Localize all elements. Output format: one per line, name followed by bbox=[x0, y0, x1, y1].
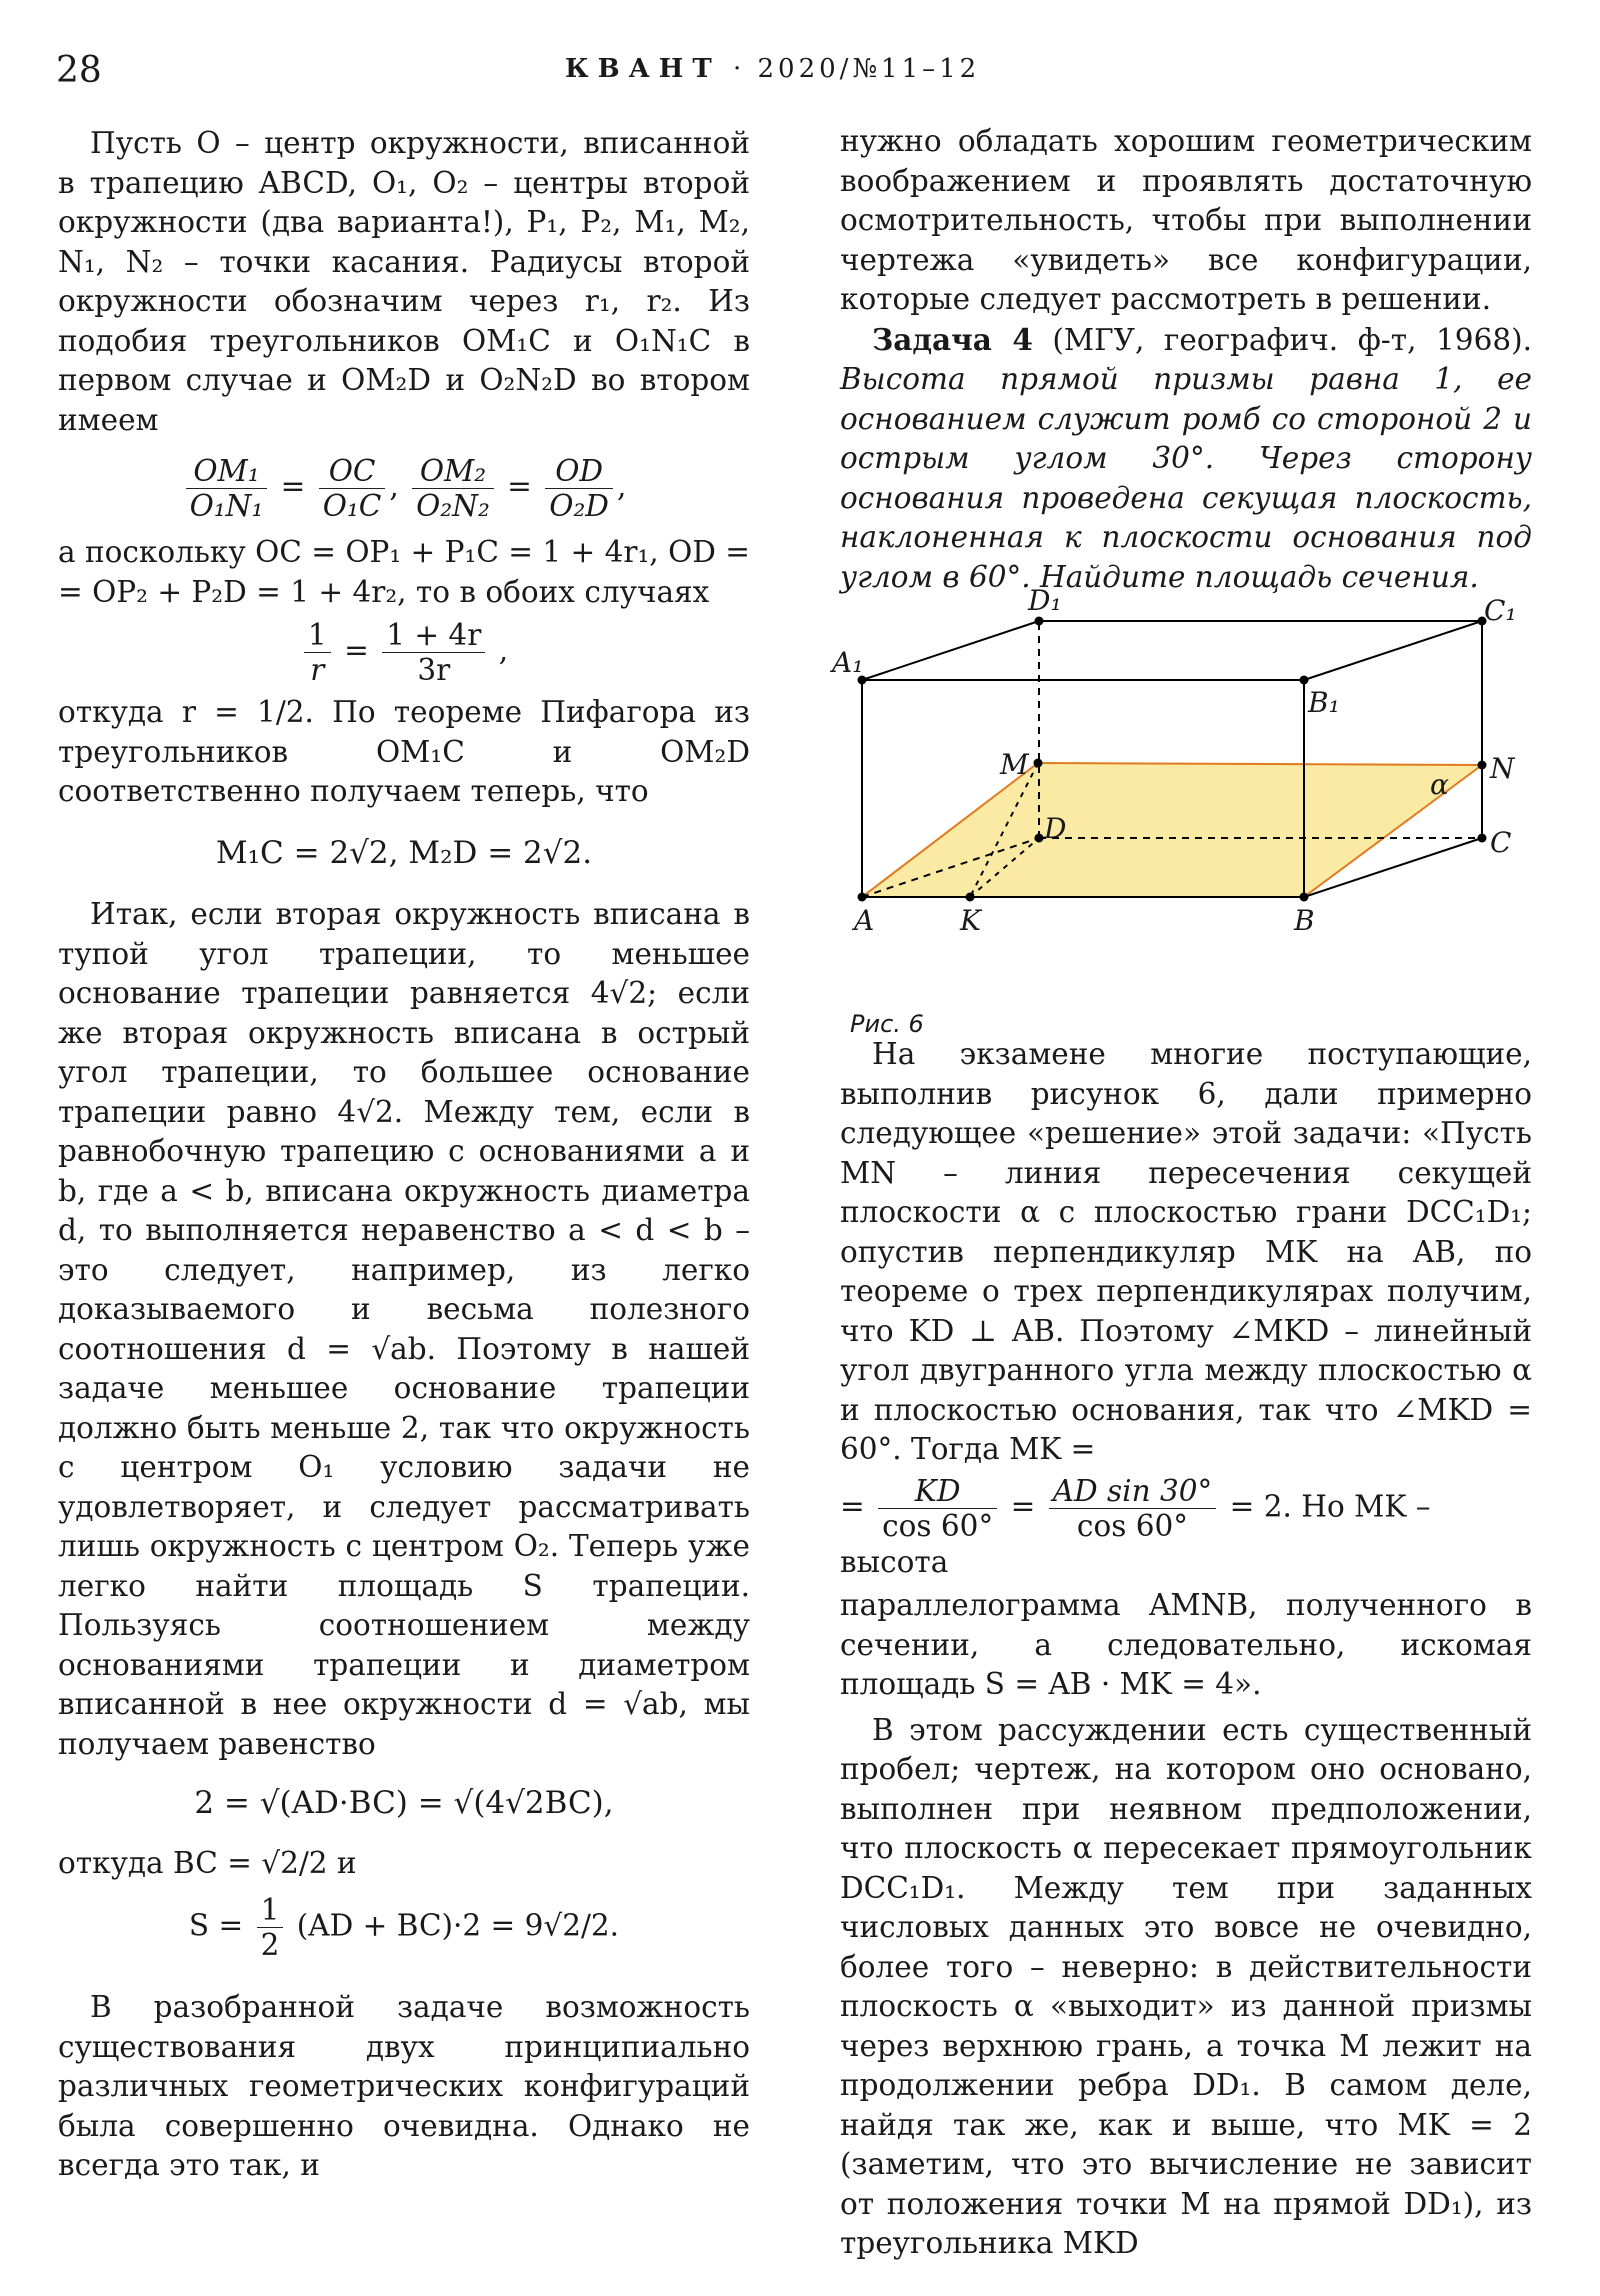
paragraph: а поскольку OC = OP₁ + P₁C = 1 + 4r₁, OD = = OP₂ + P₂D = 1 + 4r₂, то в обоих случаях bbox=[58, 535, 750, 609]
paragraph: На экзамене многие поступающие, выполнив рисунок 6, дали примерно следующее «решение» этой задачи: «Пусть MN – линия пересечения секущей плоскости α с плоскостью грани DCC₁D₁; опустив перпендикуляр MK на AB, по теореме о трех перпендикулярах получим, что KD ⊥ AB. Поэтому ∠MKD – линейный угол двугранного угла между плоскостью α и плоскостью основания, так что ∠MKD = 60°. Тогда MK = bbox=[840, 1037, 1532, 1466]
point-m bbox=[1034, 759, 1043, 768]
label-a1: A₁ bbox=[832, 646, 864, 679]
task-label: Задача 4 bbox=[872, 321, 1033, 357]
fraction: $\frac{1 + 4r}{3r}$ bbox=[382, 618, 485, 687]
paragraph: Пусть O – центр окружности, вписанной в трапецию ABCD, O₁, O₂ – центры второй окружности (два варианта!), P₁, P₂, M₁, M₂, N₁, N₂ – точки касания. Радиусы второй окружности обозначим через r₁, r₂. Из подобия треугольников OM₁C и O₁N₁C в первом случае и OM₂D и O₂N₂D во втором имеем bbox=[58, 126, 750, 437]
label-b: B bbox=[1294, 904, 1315, 937]
section-plane bbox=[862, 763, 1482, 897]
paragraph: параллелограмма AMNB, полученного в сечении, а следовательно, искомая площадь S = AB · MK = 4». bbox=[840, 1588, 1532, 1701]
equation-area: S = $\frac{1}{2}$ (AD + BC)·2 = 9√2/2. bbox=[188, 1893, 620, 1962]
paragraph: откуда r = 1/2. По теореме Пифагора из треугольников OM₁C и OM₂D соответственно получаем теперь, что bbox=[58, 695, 750, 808]
label-alpha: α bbox=[1430, 768, 1449, 801]
task-statement bbox=[840, 320, 1532, 598]
fraction: $\frac{\text{AD sin 30°}}{\cos 60^\circ}$ bbox=[1049, 1474, 1217, 1543]
task-text: Высота прямой призмы равна 1, ее основанием служит ромб со стороной 2 и острым углом 30°. Через сторону основания проведена секущая плоскость, наклоненная к плоскости основания под углом в 60°. Найдите площадь сечения. bbox=[840, 362, 1532, 594]
point-n bbox=[1478, 761, 1487, 770]
right-column bbox=[832, 124, 1532, 2264]
paragraph: В разобранной задаче возможность существования двух принципиально различных геометрических конфигураций была совершенно очевидна. Однако не всегда это так, и bbox=[58, 1990, 750, 2182]
fraction: $\frac{1}{r}$ bbox=[304, 618, 331, 687]
label-c: C bbox=[1490, 826, 1512, 859]
label-a: A bbox=[854, 904, 875, 937]
left-column bbox=[58, 124, 750, 2186]
equation-lengths: M₁C = 2√2, M₂D = 2√2. bbox=[215, 834, 593, 871]
equation-radius: $\frac{1}{r}$ = $\frac{1 + 4r}{3r}$ , bbox=[58, 618, 750, 687]
figure-caption: Рис. 6 bbox=[850, 1010, 924, 1038]
paragraph: В этом рассуждении есть существенный пробел; чертеж, на котором оно основано, выполнен при неявном предположении, что плоскость α пересекает прямоугольник DCC₁D₁. Между тем при заданных числовых данных это вовсе не очевидно, более того – неверно: в действительности плоскость α «выходит» из данной призмы через верхнюю грань, а точка M лежит на продолжении ребра DD₁. В самом деле, найдя так же, как и выше, что MK = 2 (заметим, что это вычисление не зависит от положения точки M на прямой DD₁), из треугольника MKD bbox=[840, 1712, 1532, 2260]
label-d1: D₁ bbox=[1028, 584, 1062, 617]
equation-diameter: 2 = √(AD·BC) = √(4√2BC), bbox=[194, 1785, 614, 1821]
paragraph: Итак, если вторая окружность вписана в тупой угол трапеции, то меньшее основание трапеции равняется 4√2; если же вторая окружность вписана в острый угол трапеции, то большее основание трапеции равно 4√2. Между тем, если в равнобочную трапецию с основаниями a и b, где a < b, вписана окружность диаметра d, то выполняется неравенство a < d < b – это следует, например, из легко доказываемого и весьма полезного соотношения d = √ab. Поэтому в нашей задаче меньшее основание трапеции должно быть меньше 2, так что окружность с центром O₁ условию задачи не удовлетворяет, и следует рассматривать лишь окружность с центром O₂. Теперь уже легко найти площадь S трапеции. Пользуясь соотношением между основаниями трапеции и диаметром вписанной в нее окружности d = √ab, мы получаем равенство bbox=[58, 897, 750, 1761]
task-source: (МГУ, географич. ф-т, 1968). bbox=[1032, 322, 1532, 357]
journal-name: КВАНТ bbox=[565, 54, 721, 84]
fraction: $\frac{\text{OM₁}}{\text{O₁N₁}}$ bbox=[186, 454, 268, 523]
fraction: $\frac{\text{OM₂}}{\text{O₂N₂}}$ bbox=[412, 454, 494, 523]
fraction: $\frac{OC}{\text{O₁C}}$ bbox=[319, 454, 386, 523]
edge-c1-b1 bbox=[1304, 621, 1482, 680]
point-c bbox=[1478, 834, 1487, 843]
equation-proportion: $\frac{\text{OM₁}}{\text{O₁N₁}}$ = $\frac{OC}{\text{O₁C}}$ , $\frac{\text{OM₂}}{\text{O₂N₂}}$ = $\frac{OD}{\text{O₂D}}$ , bbox=[58, 454, 750, 523]
fraction: $\frac{OD}{\text{O₂D}}$ bbox=[545, 454, 613, 523]
label-d: D bbox=[1044, 812, 1067, 845]
point-d bbox=[1035, 834, 1044, 843]
equation-mk: = $\frac{KD}{\cos 60^\circ}$ = $\frac{\text{AD sin 30°}}{\cos 60^\circ}$ = 2. Но MK – высота bbox=[840, 1473, 1431, 1579]
page-number: 28 bbox=[56, 50, 102, 91]
label-n: N bbox=[1490, 752, 1515, 785]
issue-number: · 2020/№11–12 bbox=[732, 54, 981, 84]
running-header bbox=[565, 54, 980, 84]
figure-prism bbox=[832, 584, 1532, 1038]
label-b1: B₁ bbox=[1308, 686, 1340, 719]
edge-a1-d1 bbox=[862, 621, 1039, 680]
label-m: M bbox=[1000, 748, 1029, 781]
label-k: K bbox=[960, 904, 981, 937]
prism-diagram bbox=[832, 603, 1532, 1033]
fraction: $\frac{1}{2}$ bbox=[257, 1893, 284, 1962]
paragraph: нужно обладать хорошим геометрическим воображением и проявлять достаточную осмотрительность, чтобы при выполнении чертежа «увидеть» все конфигурации, которые следует рассмотреть в решении. bbox=[840, 124, 1532, 316]
label-c1: C₁ bbox=[1484, 594, 1517, 627]
fraction: $\frac{KD}{\cos 60^\circ}$ bbox=[878, 1474, 997, 1543]
paragraph: откуда BC = √2/2 и bbox=[58, 1845, 357, 1880]
